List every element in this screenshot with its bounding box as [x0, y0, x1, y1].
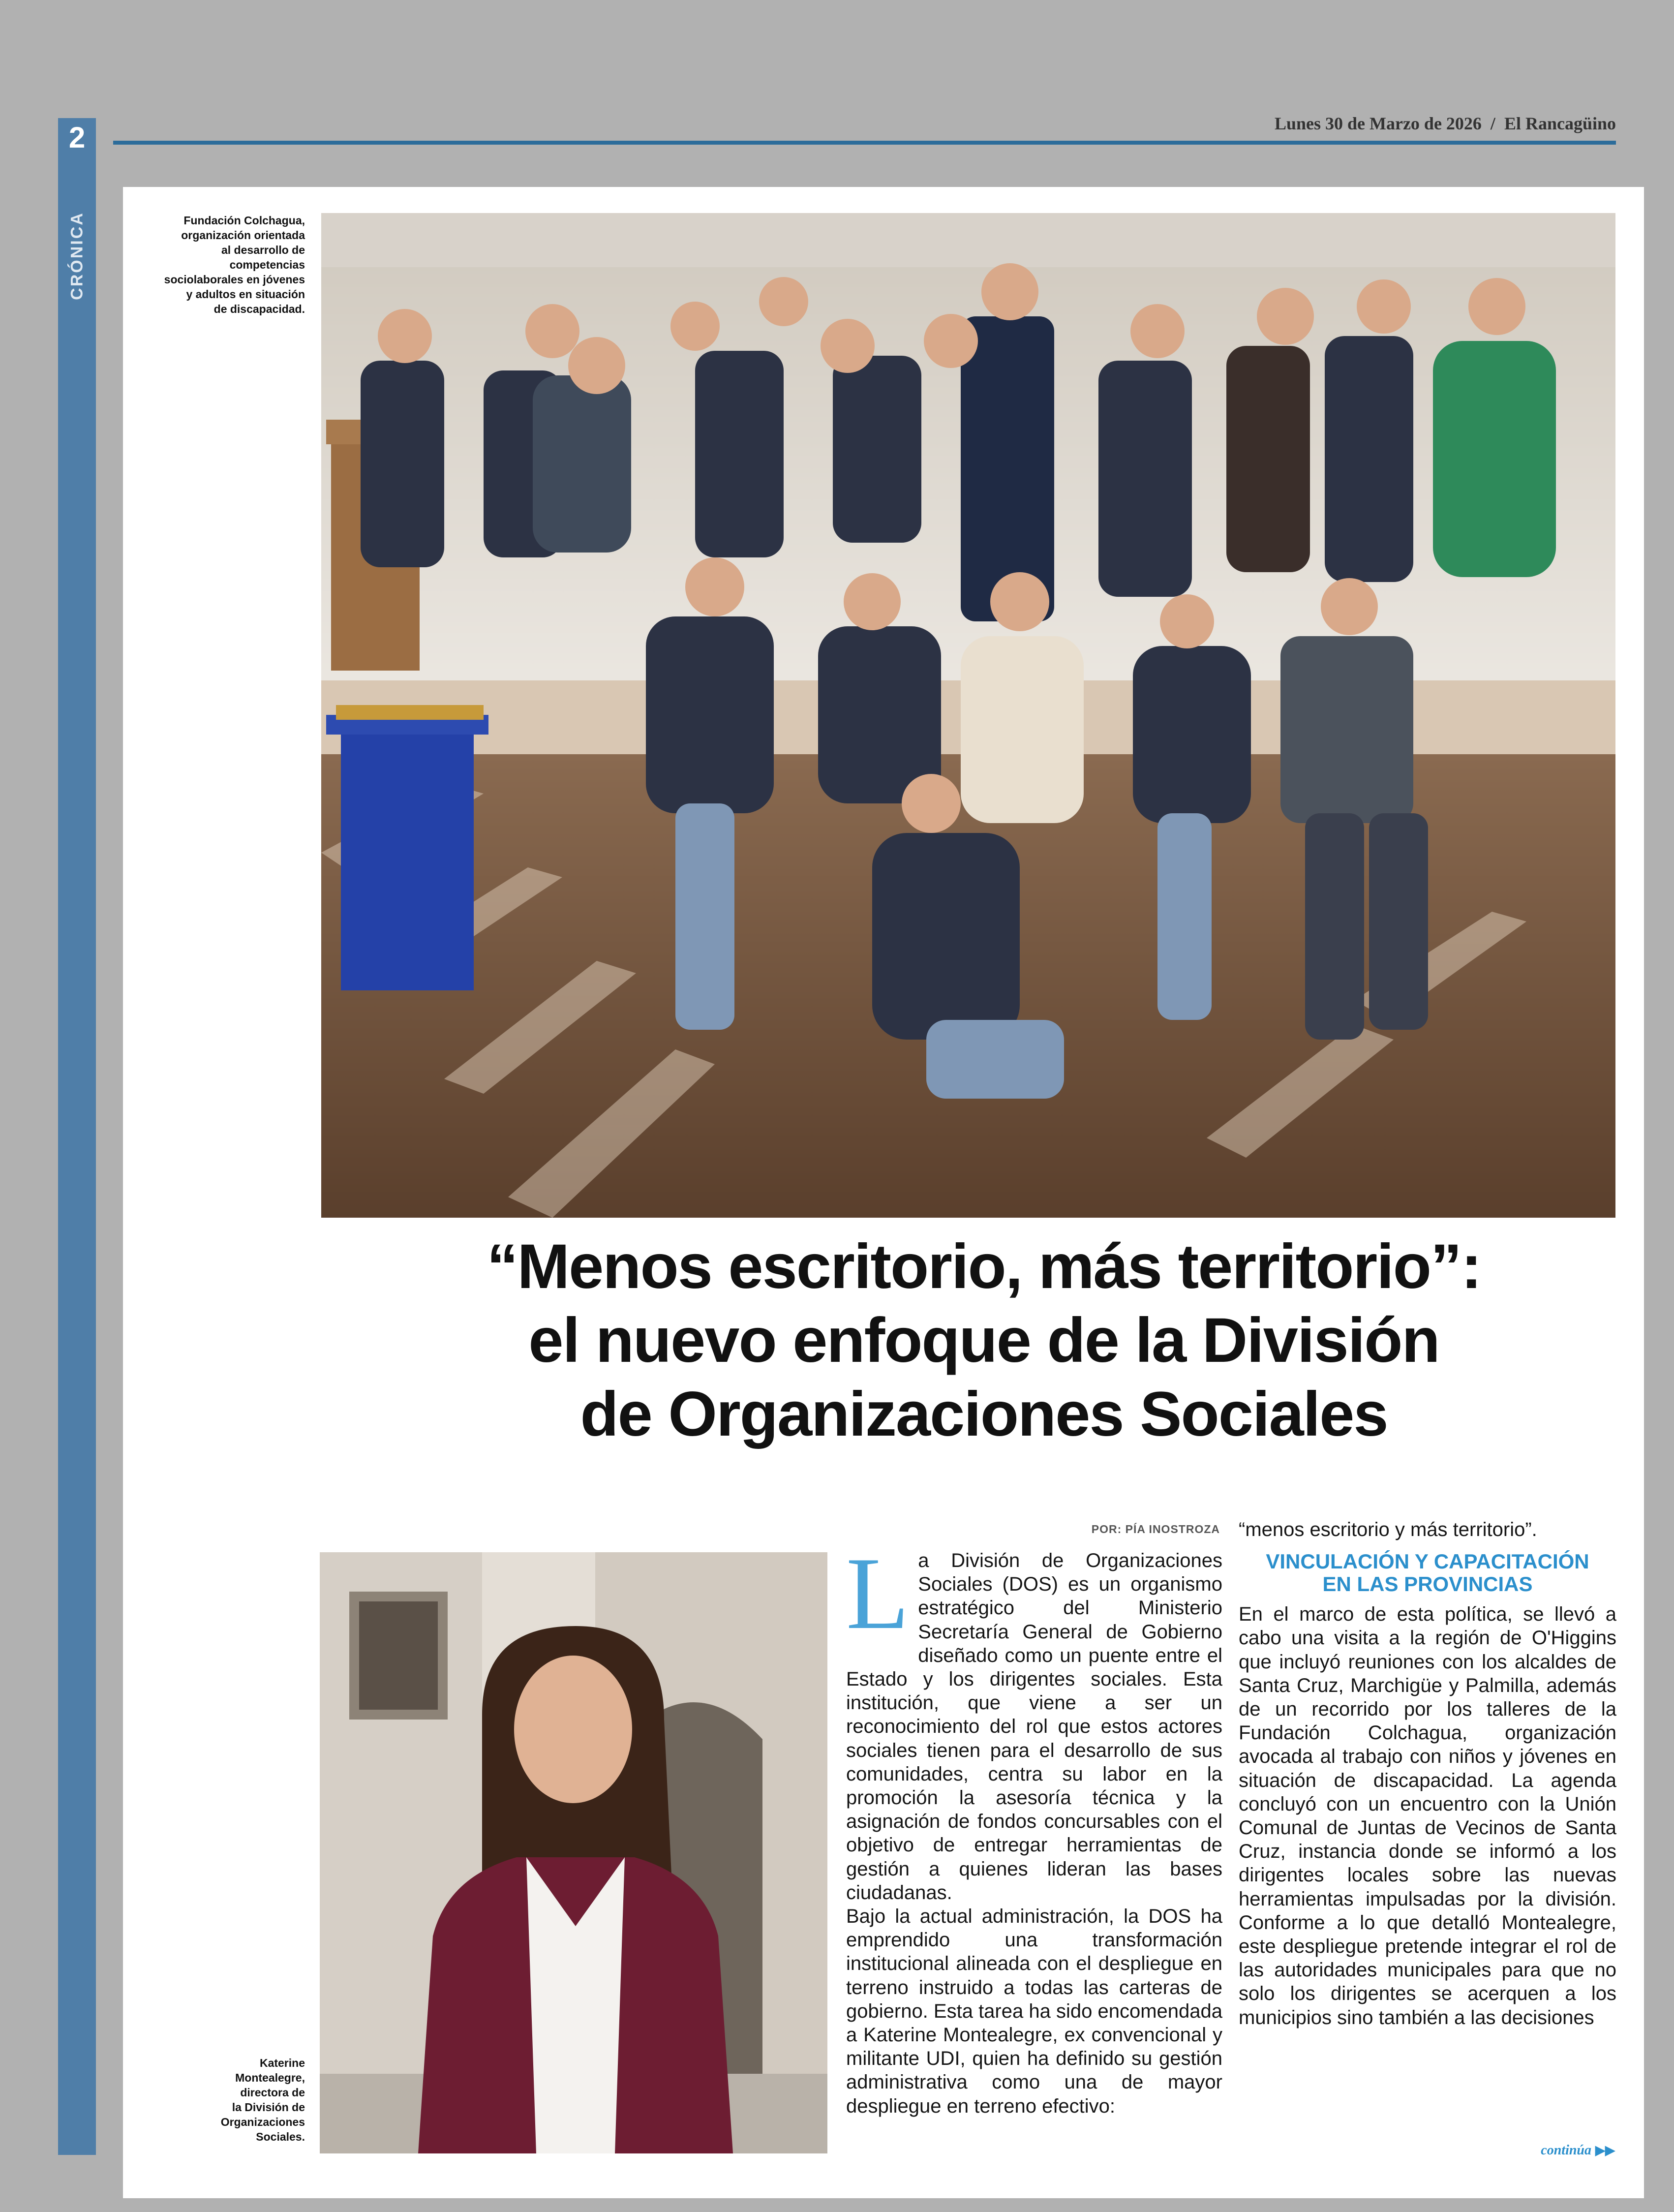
body-paragraph: a División de Organizaciones Sociales (DOS) es un organismo estratégico del Ministerio Secretaría General de Gobierno diseñado como un puente entre el Estado y los dirigentes sociales. Esta institución, que viene a ser un reconocimiento del rol que estos actores sociales tienen para el desarrollo de sus comunidades, centra su labor en la promoción la asesoría técnica y la asignación de fondos concursables con el objetivo de entregar herramientas de gestión a quienes lideran las bases ciudadanas.: [846, 1550, 1222, 1904]
section-strip: [58, 118, 96, 2155]
section-label-text: CRÓNICA: [67, 212, 86, 300]
continues-link[interactable]: [1541, 2143, 1615, 2158]
section-subhead: VINCULACIÓN Y CAPACITACIÓN EN LAS PROVINCIAS: [1266, 1550, 1589, 1596]
article-column-2: [1239, 1518, 1616, 2029]
double-arrow-icon: ▶▶: [1595, 2143, 1615, 2157]
continues-label: continúa: [1541, 2143, 1591, 2158]
portrait-photo: [320, 1552, 827, 2153]
portrait-photo-illustration: [320, 1552, 827, 2153]
page-number: 2: [68, 121, 86, 154]
issue-date: Lunes 30 de Marzo de 2026: [1274, 114, 1482, 133]
body-paragraph: Bajo la actual administración, la DOS ha emprendido una transformación institucional alineada con el despliegue en terreno instruido a todas las carteras de gobierno. Esta tarea ha sido encomendada a Katerine Montealegre, ex convencional y militante UDI, quien ha definido su gestión administrativa como una de mayor despliegue en terreno efectivo:: [846, 1905, 1222, 2117]
main-photo-caption: Fundación Colchagua, organización orientada al desarrollo de competencias sociolaborales en jóvenes y adultos en situación de discapacidad.: [164, 214, 305, 315]
publication-name: El Rancagüino: [1504, 114, 1616, 133]
body-paragraph: “menos escritorio y más territorio”.: [1239, 1519, 1537, 1540]
header-dateline: [1275, 113, 1616, 134]
header-separator: /: [1490, 114, 1495, 133]
group-photo: [321, 213, 1615, 1218]
article-headline: “Menos escritorio, más territorio”: el nuevo enfoque de la División de Organizaciones Sociales: [487, 1231, 1481, 1449]
portrait-caption: Katerine Montealegre, directora de la División de Organizaciones Sociales.: [220, 2057, 305, 2143]
group-photo-illustration: [321, 213, 1615, 1218]
header-rule: [113, 141, 1616, 145]
drop-cap: L: [846, 1536, 910, 1651]
section-label: [58, 207, 96, 305]
body-paragraph: En el marco de esta política, se llevó a cabo una visita a la región de O'Higgins que incluyó reuniones con los alcaldes de Santa Cruz, Marchigüe y Palmilla, además de un recorrido por los talleres de la Fundación Colchagua, organización avocada al trabajo con niños y jóvenes en situación de discapacidad. La agenda concluyó con un encuentro con la Unión Comunal de Juntas de Vecinos de Santa Cruz, instancia donde se informó a los dirigentes locales sobre las nuevas herramientas impulsadas por la división. Conforme a lo que detalló Montealegre, este despliegue pretende integrar el rol de las autoridades municipales para que no solo los dirigentes se acerquen a los municipios sino también a las decisiones: [1239, 1603, 1616, 2028]
byline: POR: PÍA INOSTROZA: [1091, 1523, 1220, 1536]
article-column-1: [846, 1536, 1222, 2118]
